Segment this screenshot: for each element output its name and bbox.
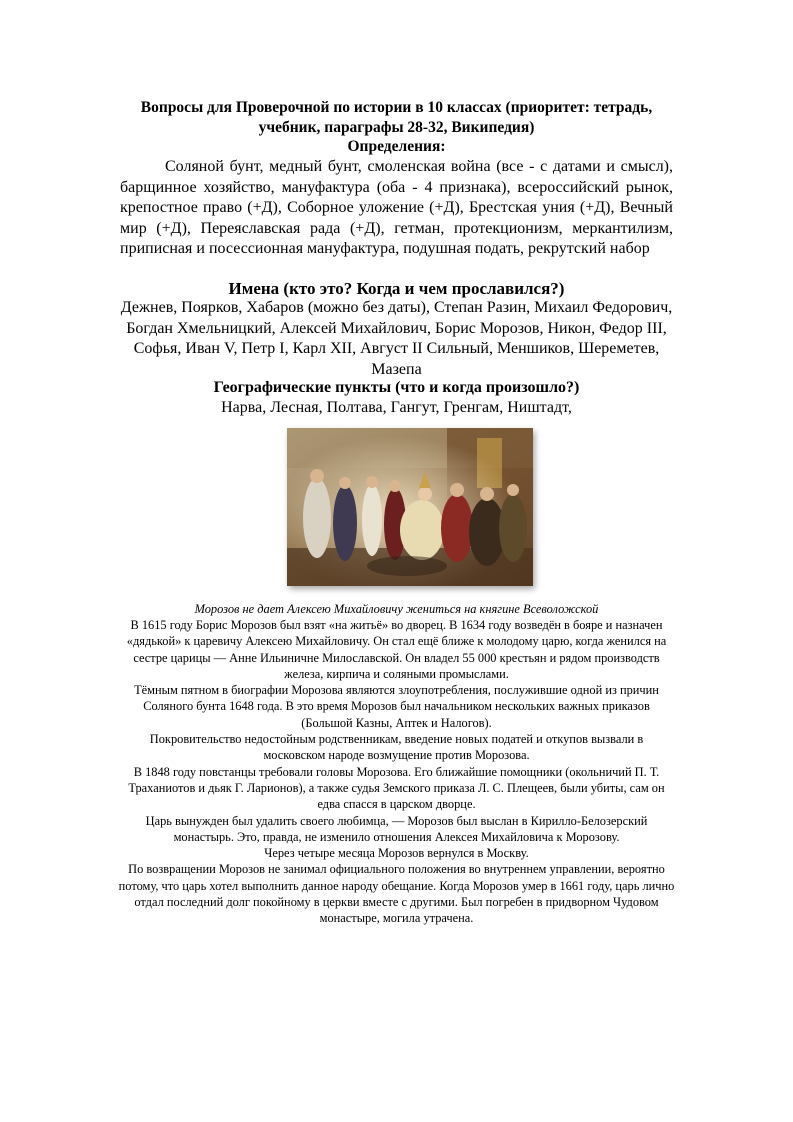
bio-paragraph: Покровительство недостойным родственникам, введение новых податей и откупов вызвали в московском народе возмущение против Морозова. (149, 732, 644, 763)
bio-paragraph: Через четыре месяца Морозов вернулся в Москву. (264, 846, 529, 861)
bio-paragraph: По возвращении Морозов не занимал официального положения во внутреннем управлении, вероятно потому, что царь хотел выполнить данное народу обещание. Когда Морозов умер в 1661 году, царь лично отдал последний долг покойному в церкви вместе с другими. Был погребен в придворном Чудовом монастыре, могила утрачена. (118, 862, 675, 926)
bio-paragraph: В 1615 году Борис Морозов был взят «на житьё» во дворец. В 1634 году возведён в бояре и назначен «дядькой» к царевичу Алексею Михайловичу. Он стал ещё ближе к молодому царю, когда женился на сестре царицы — Анне Ильиничне Милославской. Он владел 55 000 крестьян и рядом производств железа, кирпича и соляными промыслами. (126, 618, 667, 681)
bio-paragraph: Тёмным пятном в биографии Морозова являются злоупотребления, послужившие одной из причин Соляного бунта 1648 года. В это время Морозов был начальником нескольких важных приказов (Большой Казны, Аптек и Налогов). (134, 683, 659, 730)
document-title: Вопросы для Проверочной по истории в 10 классах (приоритет: тетрадь, учебник, параграфы 28-32, Википедия) (140, 99, 653, 136)
definitions-heading: Определения: (347, 138, 446, 155)
geography-heading: Географические пункты (что и когда произошло?) (213, 379, 580, 396)
image-caption: Морозов не дает Алексею Михайловичу жениться на княгине Всеволожской (194, 602, 599, 616)
bio-paragraph: Царь вынужден был удалить своего любимца, — Морозов был выслан в Кирилло-Белозерский монастырь. Это, правда, не изменило отношения Алексея Михайловича к Морозову. (145, 813, 648, 844)
geography-text: Нарва, Лесная, Полтава, Гангут, Гренгам, Ништадт, (221, 399, 572, 416)
definitions-text: Соляной бунт, медный бунт, смоленская война (все - с датами и смысл), барщинное хозяйство, мануфактура (оба - 4 признака), всероссийский рынок, крепостное право (+Д), Соборное уложение (+Д), Брестская уния (+Д), Вечный мир (+Д), Переяславская рада (+Д), гетман, протекционизм, меркантилизм, приписная и посессионная мануфактура, подушная подать, рекрутский набор (120, 158, 673, 258)
names-text: Дежнев, Поярков, Хабаров (можно без даты), Степан Разин, Михаил Федорович, Богдан Хмельницкий, Алексей Михайлович, Борис Морозов, Никон, Федор III, Софья, Иван V, Петр I, Карл XII, Август II Сильный, Меншиков, Шереметев, Мазепа (120, 299, 673, 378)
bio-paragraph: В 1848 году повстанцы требовали головы Морозова. Его ближайшие помощники (окольничий П. Т. Траханиотов и дьяк Г. Ларионов), а также судья Земского приказа Л. С. Плещеев, были убиты, сам он едва спасся в царском дворце. (128, 764, 665, 812)
names-heading: Имена (кто это? Когда и чем прославился?) (228, 279, 565, 298)
painting-image (287, 428, 533, 586)
biography-text (118, 617, 675, 927)
